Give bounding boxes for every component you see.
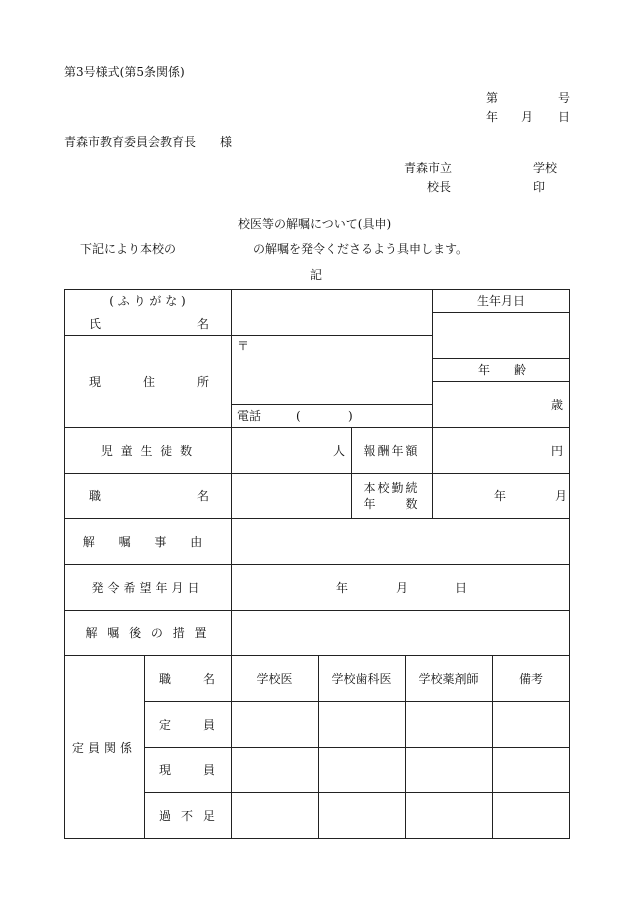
after-measure-label: 解 嘱 後 の 措 置 xyxy=(85,626,210,640)
tenure-month: 月 xyxy=(555,489,568,503)
salary-unit: 円 xyxy=(550,443,563,458)
age-label-char: 齢 xyxy=(513,363,526,377)
name-label-left: 氏 xyxy=(89,317,102,331)
birthdate-label: 生年月日 xyxy=(476,294,525,308)
row-diff-char: 過 xyxy=(159,808,172,823)
col-job-char: 名 xyxy=(202,671,215,686)
quota-label: 定員関係 xyxy=(71,740,136,755)
body-text-right: の解嘱を発令くださるよう具申します。 xyxy=(253,242,469,256)
desired-month: 月 xyxy=(396,580,409,595)
address-label-char: 現 xyxy=(89,374,102,389)
date-month: 月 xyxy=(521,110,534,124)
phone-paren-close: ) xyxy=(348,408,353,423)
phone-paren-open: ( xyxy=(296,408,301,423)
principal-label: 校長 xyxy=(427,180,452,194)
form-number: 第3号様式(第5条関係) xyxy=(64,65,185,79)
date-day: 日 xyxy=(558,110,571,124)
age-label xyxy=(478,358,526,381)
ki-label: 記 xyxy=(310,268,323,282)
tenure-label-line: 本校勤続 xyxy=(363,480,420,495)
age-unit: 歳 xyxy=(550,397,563,412)
students-unit: 人 xyxy=(332,443,345,458)
body-text-left: 下記により本校の xyxy=(80,242,177,256)
col-school-dentist: 学校歯科医 xyxy=(331,671,392,686)
desired-year: 年 xyxy=(336,580,349,595)
tenure-year: 年 xyxy=(494,489,507,503)
seal-label: 印 xyxy=(533,180,546,194)
tenure-label-line: 年 数 xyxy=(363,496,420,511)
reason-label: 解 嘱 事 由 xyxy=(82,534,213,549)
table-rule xyxy=(231,289,232,839)
desired-day: 日 xyxy=(455,580,468,595)
school-suffix: 学校 xyxy=(533,161,558,175)
table-rule xyxy=(231,404,432,405)
table-rule xyxy=(144,655,145,839)
row-quota-char: 員 xyxy=(202,717,215,732)
name-label-group xyxy=(89,312,209,335)
address-label-char: 住 xyxy=(142,374,155,389)
name-label-right: 名 xyxy=(196,317,209,331)
row-quota-char: 定 xyxy=(159,717,172,732)
address-label-char: 所 xyxy=(196,374,209,389)
doc-number-suffix: 号 xyxy=(558,91,571,105)
row-diff-label xyxy=(159,792,215,838)
school-prefix: 青森市立 xyxy=(404,161,453,175)
col-remarks: 備考 xyxy=(518,671,543,686)
furigana-label: ( ふ り が な ) xyxy=(109,294,186,308)
job-label-char: 名 xyxy=(196,489,209,503)
postal-mark: 〒 xyxy=(237,338,250,353)
row-diff-char: 足 xyxy=(202,808,215,823)
salary-label: 報酬年額 xyxy=(363,443,420,458)
phone-label: 電話 xyxy=(237,409,262,423)
row-diff-char: 不 xyxy=(180,808,193,823)
addressee: 青森市教育委員会教育長 様 xyxy=(64,135,233,149)
col-school-pharmacist: 学校薬剤師 xyxy=(418,671,479,686)
students-label: 児 童 生 徒 数 xyxy=(100,443,195,458)
doc-number-prefix: 第 xyxy=(486,91,499,105)
job-label-char: 職 xyxy=(89,489,102,503)
document-title: 校医等の解嘱について(具申) xyxy=(238,217,392,231)
tenure-label xyxy=(351,473,432,518)
row-current-char: 員 xyxy=(202,763,215,777)
row-quota-label xyxy=(159,701,215,747)
col-job-label xyxy=(159,655,215,701)
address-label xyxy=(89,335,209,427)
col-school-doctor: 学校医 xyxy=(256,671,293,686)
application-form-table xyxy=(64,289,570,839)
row-current-label xyxy=(159,747,215,792)
col-job-char: 職 xyxy=(159,671,172,686)
desired-date-label: 発令希望年月日 xyxy=(91,580,204,595)
row-current-char: 現 xyxy=(159,763,172,777)
date-year: 年 xyxy=(486,110,499,124)
table-rule xyxy=(432,312,570,313)
age-label-char: 年 xyxy=(478,363,491,377)
job-label xyxy=(89,473,209,518)
